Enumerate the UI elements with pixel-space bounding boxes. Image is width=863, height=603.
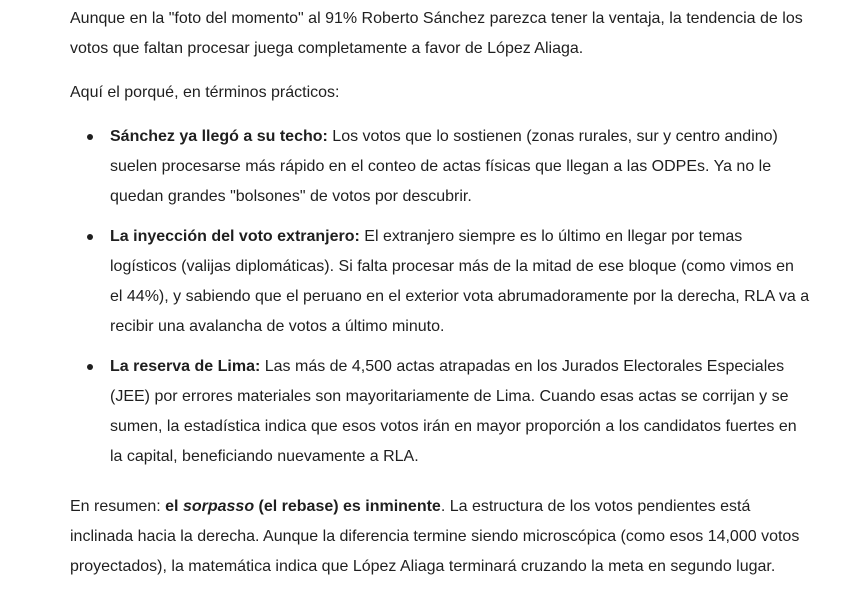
bullet-icon [87,234,93,240]
list-item-text: El extranjero siempre es lo último en llegar por temas logísticos (valijas diplomáticas). Si falta procesar más de la mitad de ese bloque (como vimos en el 44%), y sabiendo que el peruano en el exterior vota abrumadoramente por la derecha, RLA va a recibir una avalancha de votos a último minuto. [110,228,810,335]
list-item-title: La inyección del voto extranjero: [110,228,360,245]
summary-paragraph [70,492,810,582]
bullet-list [70,122,810,472]
bullet-icon [87,364,93,370]
list-item-title: La reserva de Lima: [110,358,261,375]
summary-prefix: En resumen: [70,498,166,515]
list-item-title: Sánchez ya llegó a su techo: [110,128,328,145]
list-item-text: Los votos que lo sostienen (zonas rurales, sur y centro andino) suelen procesarse más rápido en el conteo de actas físicas que llegan a las ODPEs. Ya no le quedan grandes "bolsones" de votos por descubrir. [110,128,778,205]
list-item [70,122,810,212]
list-item-text: Las más de 4,500 actas atrapadas en los Jurados Electorales Especiales (JEE) por errores materiales son mayoritariamente de Lima. Cuando esas actas se corrijan y se sumen, la estadística indica que esos votos irán en mayor proporción a los candidatos fuertes en la capital, beneficiando nuevamente a RLA. [110,358,797,465]
summary-bold-start: el [165,498,183,515]
lead-paragraph: Aquí el porqué, en términos prácticos: [70,84,340,101]
list-item [70,352,810,472]
list-item [70,222,810,342]
intro-paragraph: Aunque en la "foto del momento" al 91% Roberto Sánchez parezca tener la ventaja, la tendencia de los votos que faltan procesar juega completamente a favor de López Aliaga. [70,10,803,57]
summary-bold-italic: sorpasso [182,498,255,515]
summary-bold-end: (el rebase) es inminente [254,498,441,515]
bullet-icon [87,134,93,140]
summary-rest: . La estructura de los votos pendientes está inclinada hacia la derecha. Aunque la diferencia termine siendo microscópica (como esos 14,000 votos proyectados), la matemática indica que López Aliaga terminará cruzando la meta en segundo lugar. [70,498,800,575]
